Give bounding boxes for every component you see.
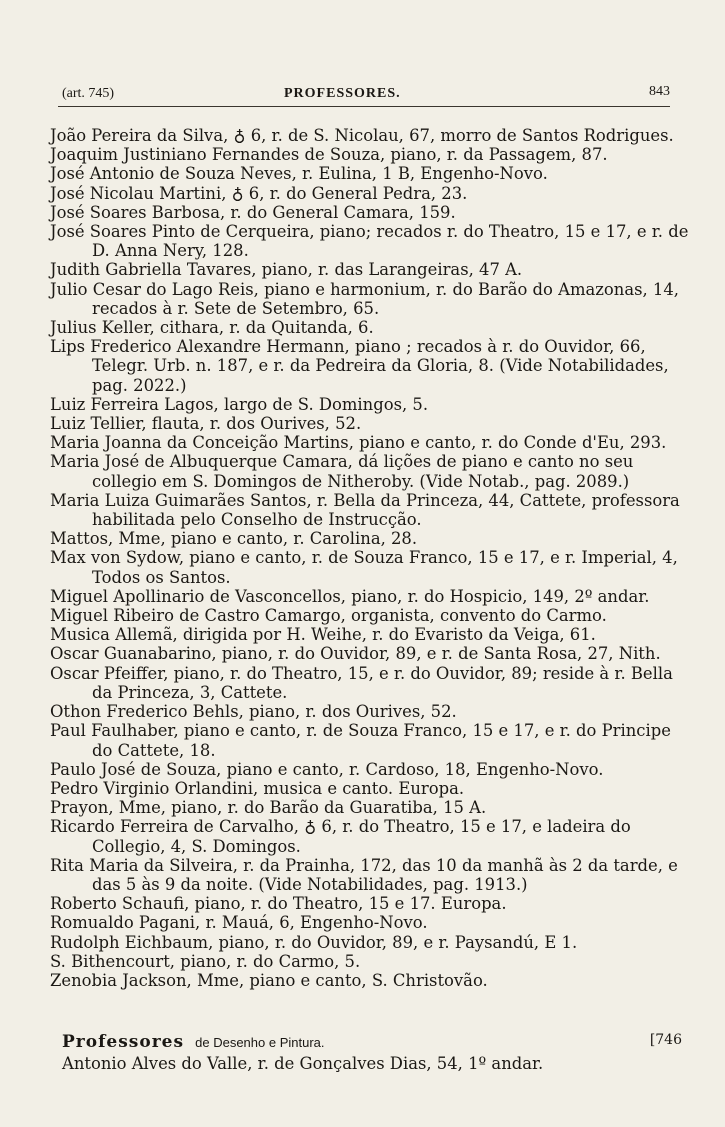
section-title: Professores (62, 1032, 185, 1052)
list-item: Roberto Schaufi, piano, r. do Theatro, 15 e 17. Europa. (50, 894, 507, 914)
section-heading (62, 1032, 682, 1052)
section-article-ref: [746 (649, 1032, 682, 1048)
list-item: Pedro Virginio Orlandini, musica e canto. Europa. (50, 778, 465, 798)
list-item: Prayon, Mme, piano, r. do Barão da Guaratiba, 15 A. (50, 798, 487, 818)
list-item: Miguel Ribeiro de Castro Camargo, organista, convento do Carmo. (50, 606, 607, 626)
list-item: S. Bithencourt, piano, r. do Carmo, 5. (50, 951, 361, 971)
list-item: Oscar Pfeiffer, piano, r. do Theatro, 15, e r. do Ouvidor, 89; reside à r. Bella da Princeza, 3, Cattete. (50, 663, 673, 702)
section-entry: Antonio Alves do Valle, r. de Gonçalves Dias, 54, 1º andar. (62, 1054, 544, 1073)
list-item: Judith Gabriella Tavares, piano, r. das Larangeiras, 47 A. (50, 260, 523, 280)
list-item: Ricardo Ferreira de Carvalho, ♁ 6, r. do Theatro, 15 e 17, e ladeira do Collegio, 4, S. Domingos. (50, 817, 631, 856)
list-item: Rita Maria da Silveira, r. da Prainha, 172, das 10 da manhã às 2 da tarde, e das 5 às 9 da noite. (Vide Notabilidades, pag. 1913.) (50, 855, 678, 894)
list-item: Maria Joanna da Conceição Martins, piano e canto, r. do Conde d'Eu, 293. (50, 433, 667, 453)
list-item: Joaquim Justiniano Fernandes de Souza, piano, r. da Passagem, 87. (50, 145, 608, 165)
list-item: José Antonio de Souza Neves, r. Eulina, 1 B, Engenho-Novo. (50, 164, 548, 184)
list-item: José Nicolau Martini, ♁ 6, r. do General Pedra, 23. (50, 183, 468, 203)
list-item: Luiz Ferreira Lagos, largo de S. Domingos, 5. (50, 394, 429, 414)
page-number: 843 (649, 84, 670, 99)
list-item: Miguel Apollinario de Vasconcellos, piano, r. do Hospicio, 149, 2º andar. (50, 586, 650, 606)
list-item: Julius Keller, cithara, r. da Quitanda, 6. (50, 318, 374, 338)
list-item: Rudolph Eichbaum, piano, r. do Ouvidor, 89, e r. Paysandú, E 1. (50, 932, 578, 952)
list-item: Paul Faulhaber, piano e canto, r. de Souza Franco, 15 e 17, e r. do Principe do Cattete, 18. (50, 721, 671, 760)
list-item: João Pereira da Silva, ♁ 6, r. de S. Nicolau, 67, morro de Santos Rodrigues. (50, 126, 674, 145)
list-item: Luiz Tellier, flauta, r. dos Ourives, 52. (50, 414, 362, 434)
list-item: Max von Sydow, piano e canto, r. de Souza Franco, 15 e 17, e r. Imperial, 4, Todos os Santos. (50, 548, 678, 587)
list-item: José Soares Barbosa, r. do General Camara, 159. (50, 202, 456, 222)
header-article-ref: (art. 745) (62, 86, 115, 101)
list-item: Maria José de Albuquerque Camara, dá lições de piano e canto no seu collegio em S. Domingos de Nitheroby. (Vide Notab., pag. 2089.) (50, 452, 634, 491)
list-item: Paulo José de Souza, piano e canto, r. Cardoso, 18, Engenho-Novo. (50, 759, 604, 779)
running-header (62, 86, 670, 106)
list-item: Lips Frederico Alexandre Hermann, piano ; recados à r. do Ouvidor, 66, Telegr. Urb. n. 187, e r. da Pedreira da Gloria, 8. (Vide Notabilidades, pag. 2022.) (50, 337, 669, 395)
list-item: Julio Cesar do Lago Reis, piano e harmonium, r. do Barão do Amazonas, 14, recados à r. Sete de Setembro, 65. (50, 279, 679, 318)
list-item: Maria Luiza Guimarães Santos, r. Bella da Princeza, 44, Cattete, professora habilitada pelo Conselho de Instrucção. (50, 490, 680, 530)
section-subtitle: de Desenho e Pintura. (195, 1035, 325, 1050)
list-item: Oscar Guanabarino, piano, r. do Ouvidor, 89, e r. de Santa Rosa, 27, Nith. (50, 644, 661, 664)
list-item: José Soares Pinto de Cerqueira, piano; recados r. do Theatro, 15 e 17, e r. de D. Anna Nery, 128. (50, 222, 689, 261)
list-item: Othon Frederico Behls, piano, r. dos Ourives, 52. (50, 702, 457, 722)
list-item: Musica Allemã, dirigida por H. Weihe, r. do Evaristo da Veiga, 61. (50, 625, 596, 645)
header-title: PROFESSORES. (284, 86, 401, 101)
list-item: Zenobia Jackson, Mme, piano e canto, S. Christovão. (50, 970, 488, 990)
list-item: Mattos, Mme, piano e canto, r. Carolina, 28. (50, 529, 418, 549)
list-item: Romualdo Pagani, r. Mauá, 6, Engenho-Novo. (50, 913, 428, 933)
entry-list (50, 126, 690, 990)
header-rule (58, 106, 670, 107)
